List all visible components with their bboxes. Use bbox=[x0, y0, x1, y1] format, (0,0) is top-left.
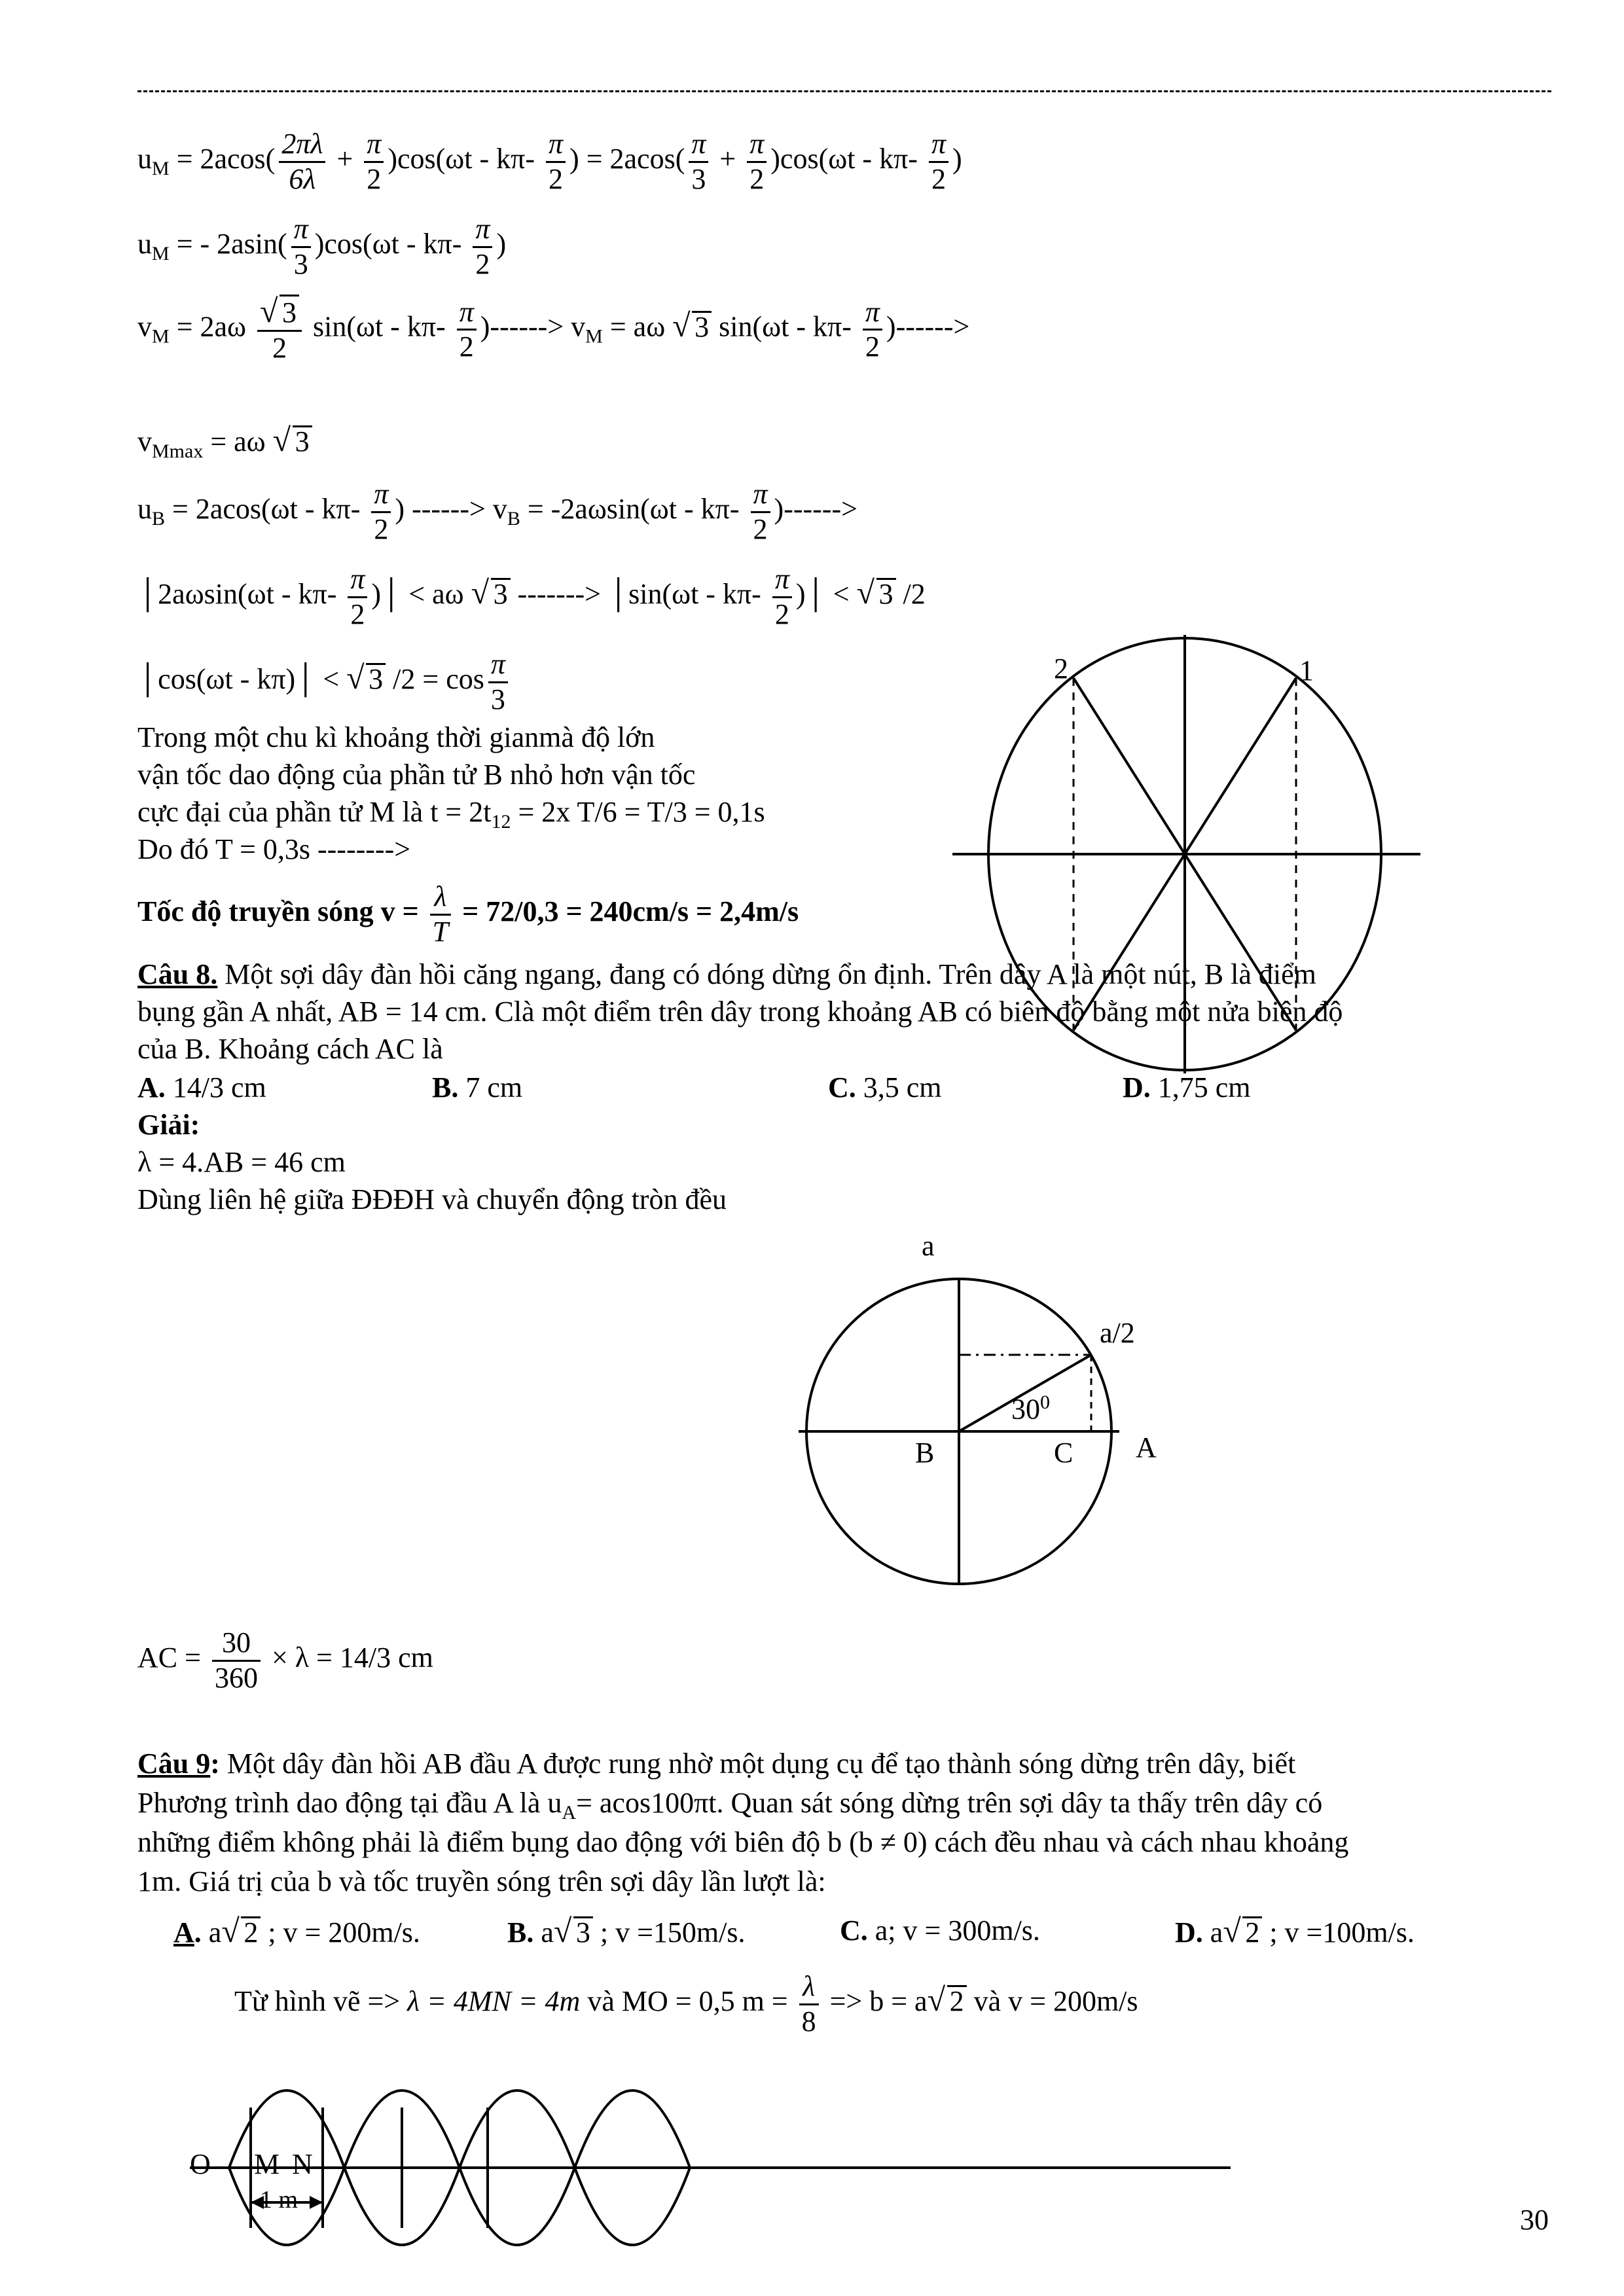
q8-option-a: A. 14/3 cm bbox=[137, 1071, 266, 1103]
label-a-half: a/2 bbox=[1100, 1317, 1135, 1349]
label-A: A bbox=[1136, 1431, 1157, 1463]
q8-line-3: của B. Khoảng cách AC là bbox=[137, 1033, 443, 1065]
q9-option-a: A. a√ 2 ; v = 200m/s. bbox=[173, 1916, 420, 1947]
q9-option-c: C. a; v = 300m/s. bbox=[840, 1914, 1040, 1946]
para-line-4: Do đó T = 0,3s --------> bbox=[137, 833, 411, 865]
label-N: N bbox=[292, 2148, 313, 2180]
eq-inequality-cos: │cos(ωt - kπ)│ < √ 3 /2 = cos $\frac{\pi}{3}$ bbox=[137, 648, 512, 716]
q9-line-4: 1m. Giá trị của b và tốc truyền sóng trên sợi dây lần lượt là: bbox=[137, 1865, 826, 1897]
eq-uM-1: $u_M = 2acos$( $\frac{2\pi\lambda}{6\lambda}$ + $\frac{\pi}{2}$ )cos(ωt - kπ- $\frac{\pi}{2}$ ) = 2acos( $\frac{\pi}{3}$ + $\frac{\pi}{2}$ )cos(ωt - kπ- $\frac{\pi}{2}$ ) bbox=[137, 128, 962, 195]
q8-solution-line-2: Dùng liên hệ giữa ĐĐĐH và chuyển động tròn đều bbox=[137, 1183, 727, 1215]
q9-line-3: những điểm không phải là điểm bụng dao động với biên độ b (b ≠ 0) cách đều nhau và cách nhau khoảng bbox=[137, 1826, 1349, 1858]
para-line-3: cực đại của phần tử M là $t = 2t_{12} = 2x$ T/6 = T/3 = 0,1s bbox=[137, 796, 765, 833]
label-1m: 1 m bbox=[260, 2186, 298, 2214]
label-C: C bbox=[1054, 1437, 1074, 1469]
eq-vM: $v_M = 2a\omega$ √ $\frac{3}{2}$ sin(ωt - kπ- $\frac{\pi}{2}$ )------> $v_M = a\omega$ √ 3 sin(ωt - kπ- $\frac{\pi}{2}$ )------> bbox=[137, 295, 969, 365]
standing-wave-figure bbox=[190, 2068, 1237, 2278]
label-a: a bbox=[922, 1230, 935, 1262]
point-label-1: 1 bbox=[1299, 655, 1314, 687]
circle-figure-amplitude bbox=[799, 1276, 1126, 1590]
page-number: 30 bbox=[1520, 2204, 1549, 2236]
q8-option-b: B. 7 cm bbox=[432, 1071, 523, 1103]
label-B: B bbox=[915, 1437, 935, 1469]
wave-speed-result: Tốc độ truyền sóng v = $\frac{\lambda}{T}$ = 72/0,3 = 240cm/s = 2,4m/s bbox=[137, 880, 799, 948]
q8-line-1: Câu 8. Một sợi dây đàn hồi căng ngang, đang có dóng dừng ổn định. Trên dây A là một nút, B là điểm bbox=[137, 958, 1316, 990]
eq-vMmax: $v_{Mmax} = a\omega$ √ 3 bbox=[137, 425, 312, 461]
eq-uB: $u_B = 2acos(\omega t - k\pi-$ $\frac{\pi}{2}$ ) ------> $v_B = -2a\omega\sin(\omega t - k\pi-$ $\frac{\pi}{2}$ )------> bbox=[137, 478, 857, 545]
q8-option-c: C. 3,5 cm bbox=[828, 1071, 942, 1103]
q9-line-1: Câu 9: Một dây đàn hồi AB đầu A được rung nhờ một dụng cụ để tạo thành sóng dừng trên dây, biết bbox=[137, 1748, 1296, 1780]
q9-option-d: D. a√ 2 ; v =100m/s. bbox=[1175, 1916, 1415, 1947]
q8-line-2: bụng gần A nhất, AB = 14 cm. Clà một điểm trên dây trong khoảng AB có biên độ bằng một nửa biên độ bbox=[137, 996, 1343, 1028]
q8-solution-line-1: λ = 4.AB = 46 cm bbox=[137, 1146, 346, 1178]
q9-line-2: Phương trình dao động tại đầu A là $u_A= acos100\pi t$. Quan sát sóng dừng trên sợi dây ta thấy trên dây có bbox=[137, 1787, 1323, 1823]
q8-option-d: D. 1,75 cm bbox=[1123, 1071, 1251, 1103]
q8-ac-result: AC = $\frac{30}{360}$ × λ = 14/3 cm bbox=[137, 1626, 433, 1694]
arrow-head-right bbox=[310, 2196, 323, 2209]
para-line-2: vận tốc dao động của phần tử B nhỏ hơn vận tốc bbox=[137, 759, 696, 791]
point-label-2: 2 bbox=[1054, 653, 1068, 685]
para-line-1: Trong một chu kì khoảng thời gianmà độ lớn bbox=[137, 721, 655, 753]
q9-solution: Từ hình vẽ => λ = 4MN = 4m và MO = 0,5 m = $\frac{\lambda}{8}$ => b = a√ 2 và v = 200m/s bbox=[234, 1970, 1138, 2038]
label-O: O bbox=[190, 2148, 211, 2180]
eq-uM-2: $u_M$ = - 2asin( $\frac{\pi}{3}$ )cos(ωt - kπ- $\frac{\pi}{2}$ ) bbox=[137, 213, 507, 280]
eq-inequality-sin: │2aωsin(ωt - kπ- $\frac{\pi}{2}$ )│ < aω √ 3 -------> │sin(ωt - kπ- $\frac{\pi}{2}$ )│ < √ 3 /2 bbox=[137, 563, 926, 631]
label-angle: $30^0$ bbox=[1011, 1391, 1050, 1426]
q8-solution-heading: Giải: bbox=[137, 1109, 200, 1141]
label-M: M bbox=[254, 2148, 280, 2180]
header-separator bbox=[137, 90, 1551, 92]
q9-option-b: B. a√ 3 ; v =150m/s. bbox=[507, 1916, 746, 1947]
